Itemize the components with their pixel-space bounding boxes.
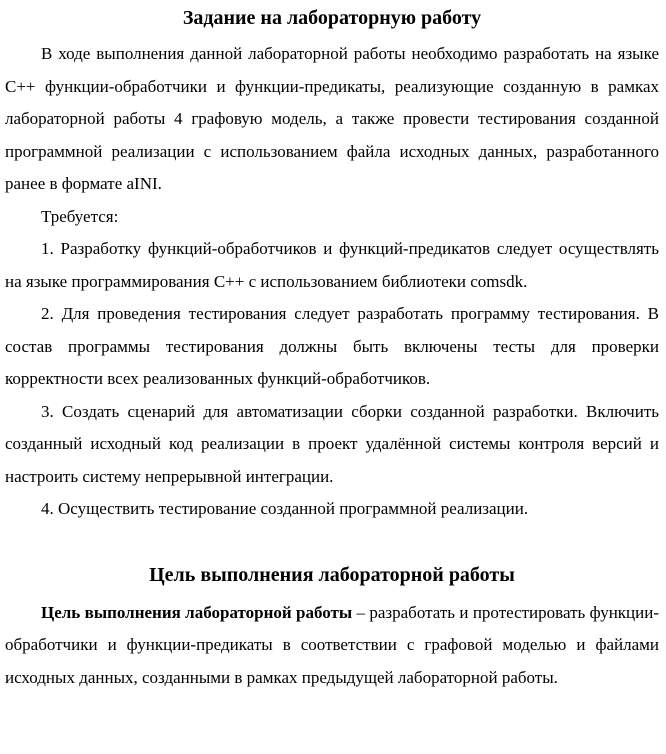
- requirement-item-2: 2. Для проведения тестирования следует разработать программу тестирования. В состав программы тестирования должны быть включены тесты для проверки корректности всех реализованных функций-обработчиков.: [5, 304, 659, 388]
- section2-title: Цель выполнения лабораторной работы: [149, 563, 515, 586]
- goal-paragraph-rest: – разработать и протестировать функции-обработчики и функции-предикаты в соответствии с графовой моделью и файлами исходных данных, созданными в рамках предыдущей лабораторной работы.: [5, 602, 660, 687]
- section1-title: Задание на лабораторную работу: [182, 7, 482, 29]
- requirement-item-4: 4. Осуществить тестирование созданной программной реализации.: [41, 499, 529, 518]
- requirement-item-3: 3. Создать сценарий для автоматизации сборки созданной разработки. Включить созданный исходный код реализации в проект удалённой системы контроля версий и настроить систему непрерывной интеграции.: [5, 401, 659, 486]
- requirement-item-1: 1. Разработку функций-обработчиков и функций-предикатов следует осуществлять на языке программирования C++ с использованием библиотеки comsdk.: [5, 239, 659, 291]
- intro-paragraph: В ходе выполнения данной лабораторной работы необходимо разработать на языке C++ функции-обработчики и функции-предикаты, реализующие созданную в рамках лабораторной работы 4 графовую модель, а также провести тестирования созданной программной реализации с использованием файла исходных данных, разработанного ранее в формате aINI.: [5, 44, 659, 193]
- goal-paragraph: [5, 597, 659, 695]
- requirements-label: Требуется:: [41, 206, 119, 226]
- goal-paragraph-bold-lead: Цель выполнения лабораторной работы: [41, 602, 353, 622]
